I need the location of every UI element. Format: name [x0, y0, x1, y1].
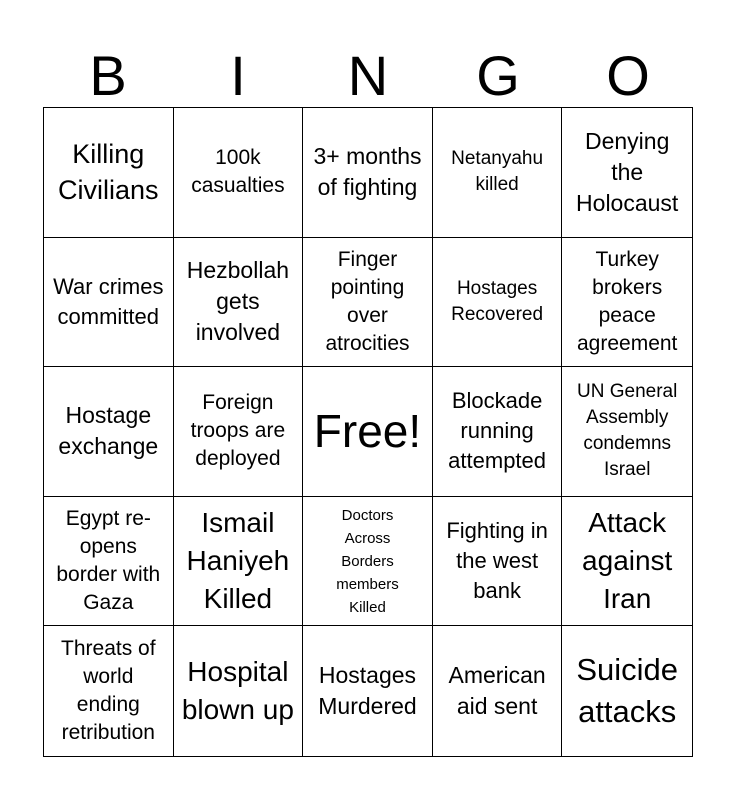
bingo-header: [43, 44, 693, 108]
bingo-board: [43, 107, 693, 757]
cell-label: Killing Civilians: [58, 139, 159, 206]
cell-label: Denying the Holocaust: [576, 127, 679, 216]
bingo-cell-r3-c5[interactable]: [562, 367, 692, 497]
cell-label: Hostages Recovered: [451, 277, 544, 325]
bingo-cell-r1-c5[interactable]: [562, 108, 692, 238]
bingo-cell-r4-c4[interactable]: [433, 497, 563, 627]
bingo-cell-r5-c1[interactable]: [44, 626, 174, 756]
cell-label: Hostage exchange: [58, 402, 159, 460]
cell-label: Ismail Haniyeh Killed: [186, 507, 290, 615]
bingo-cell-r2-c4[interactable]: [433, 238, 563, 368]
bingo-cell-r1-c2[interactable]: [174, 108, 304, 238]
header-letter-g: G: [476, 44, 520, 107]
header-letter-o: O: [606, 44, 650, 107]
bingo-cell-r2-c2[interactable]: [174, 238, 304, 368]
bingo-cell-r4-c1[interactable]: [44, 497, 174, 627]
bingo-cell-r3-c1[interactable]: [44, 367, 174, 497]
bingo-cell-r5-c2[interactable]: [174, 626, 304, 756]
cell-label: American aid sent: [448, 662, 546, 720]
bingo-cell-r4-c5[interactable]: [562, 497, 692, 627]
cell-label: 100k casualties: [191, 146, 285, 198]
bingo-cell-r3-c4[interactable]: [433, 367, 563, 497]
bingo-cell-r2-c5[interactable]: [562, 238, 692, 368]
cell-label: Blockade running attempted: [448, 388, 547, 474]
cell-label: UN General Assembly condemns Israel: [577, 381, 678, 481]
cell-label: Hostages Murdered: [318, 662, 417, 720]
free-space-label: Free!: [313, 405, 422, 458]
cell-label: Egypt re-opens border with Gaza: [56, 507, 161, 615]
bingo-cell-r4-c3[interactable]: [303, 497, 433, 627]
cell-label: Hezbollah gets involved: [186, 257, 290, 346]
bingo-cell-r1-c1[interactable]: [44, 108, 174, 238]
header-letter-i: I: [230, 44, 246, 107]
bingo-cell-r2-c1[interactable]: [44, 238, 174, 368]
bingo-cell-r3-c3[interactable]: [303, 367, 433, 497]
cell-label: War crimes committed: [53, 273, 164, 329]
cell-label: Finger pointing over atrocities: [325, 247, 410, 355]
bingo-cell-r2-c3[interactable]: [303, 238, 433, 368]
cell-label: Attack against Iran: [582, 507, 673, 615]
bingo-cell-r5-c5[interactable]: [562, 626, 692, 756]
cell-label: Fighting in the west bank: [446, 518, 548, 604]
cell-label: Threats of world ending retribution: [61, 637, 156, 745]
cell-label: Doctors Across Borders members Killed: [336, 506, 399, 616]
bingo-cell-r1-c4[interactable]: [433, 108, 563, 238]
cell-label: Hospital blown up: [181, 656, 294, 726]
bingo-cell-r3-c2[interactable]: [174, 367, 304, 497]
header-letter-n: N: [347, 44, 389, 107]
cell-label: Foreign troops are deployed: [190, 391, 286, 471]
bingo-cell-r1-c3[interactable]: [303, 108, 433, 238]
bingo-cell-r5-c3[interactable]: [303, 626, 433, 756]
cell-label: Suicide attacks: [576, 652, 679, 730]
bingo-cell-r4-c2[interactable]: [174, 497, 304, 627]
cell-label: Netanyahu killed: [451, 148, 544, 196]
bingo-cell-r5-c4[interactable]: [433, 626, 563, 756]
cell-label: Turkey brokers peace agreement: [576, 247, 678, 355]
header-letter-b: B: [89, 44, 127, 107]
cell-label: 3+ months of fighting: [313, 143, 422, 201]
